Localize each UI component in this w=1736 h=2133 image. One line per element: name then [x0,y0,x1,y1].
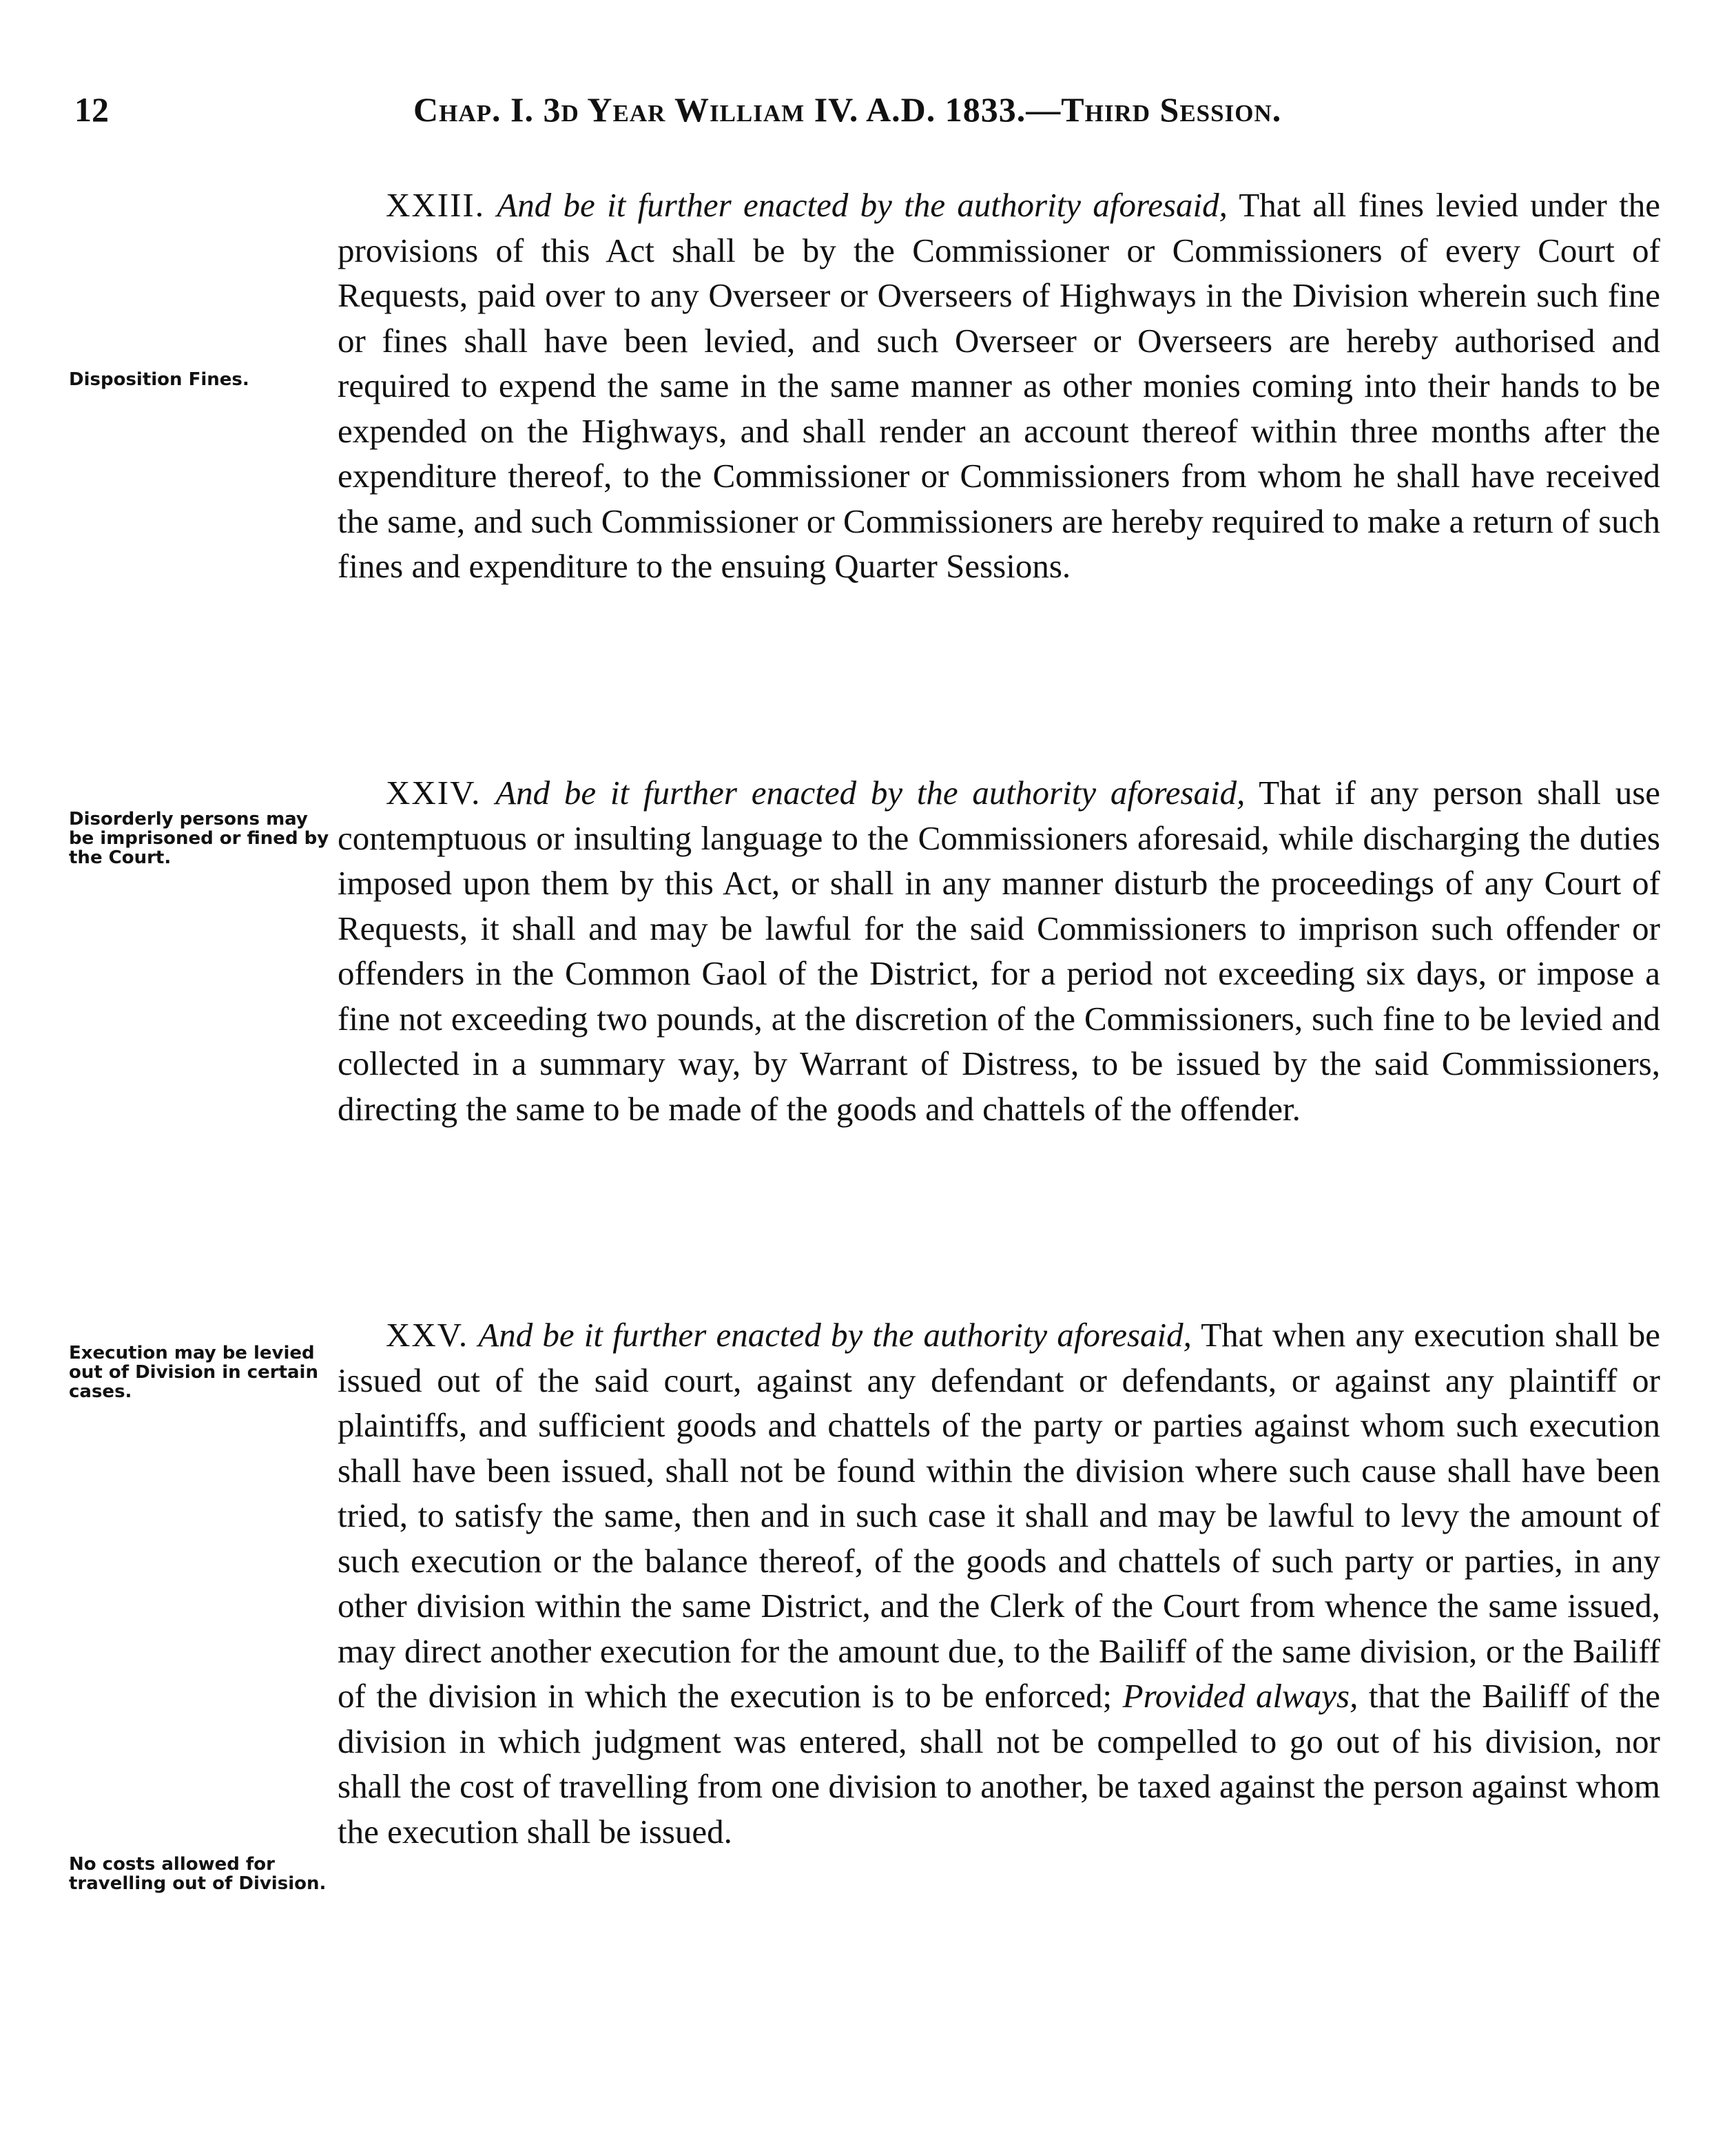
section-body: That when any execution shall be issued out of the said court, against any defendant or defendants, or against any plaintiff or plaintiffs, and sufficient goods and chattels of the party or parties against whom such execution shall have been issued, shall not be found within the division where such cause shall have been tried, to satisfy the same, then and in such case it shall and may be lawful to levy the amount of such execution or the balance thereof, of the goods and chattels of such party or parties, in any other division within the same District, and the Clerk of the Court from whence the same issued, may direct another execution for the amount due, to the Bailiff of the same division, or the Bailiff of the division in which the execution is to be enforced; [338,1316,1661,1715]
running-head: Chap. I. 3d Year William IV. A.D. 1833.—Third Session. [413,90,1282,129]
section-number: XXIV. [386,774,482,812]
section-body: That if any person shall use contemptuous or insulting language to the Commissioners aforesaid, while discharging the duties imposed upon them by this Act, or shall in any manner disturb the proceedings of any Court of Requests, it shall and may be lawful for the said Commissioners to imprison such offender or offenders in the Common Gaol of the District, for a period not exceeding six days, or impose a fine not exceeding two pounds, at the discretion of the Commissioners, such fine to be levied and collected in a summary way, by Warrant of Distress, to be issued by the said Commissioners, directing the same to be made of the goods and chattels of the offender. [338,774,1661,1128]
enacting-clause: And be it further enacted by the authority aforesaid, [495,774,1246,812]
proviso-clause: Provided always, [1122,1677,1358,1715]
sidenote-disorderly-persons: Disorderly persons may be imprisoned or fined by the Court. [69,809,329,868]
sidenote-no-costs: No costs allowed for travelling out of Division. [69,1854,327,1894]
enacting-clause: And be it further enacted by the authority aforesaid, [497,186,1228,224]
section-xxiv [338,770,1660,1131]
section-body-continued: that the Bailiff of the division in which judgment was entered, shall not be compelled to go out of his division, nor shall the cost of travelling from one division to another, be taxed against the person against whom the execution shall be issued. [338,1677,1661,1851]
page-header [0,90,1736,145]
sidenote-disposition-fines: Disposition Fines. [69,369,249,390]
section-number: XXIII. [386,186,485,224]
section-number: XXV. [386,1316,469,1354]
section-xxv [338,1312,1660,1854]
section-paragraph [338,770,1660,1131]
section-paragraph [338,1312,1660,1854]
section-paragraph [338,183,1660,589]
sidenote-execution-levied: Execution may be levied out of Division in certain cases. [69,1343,318,1402]
section-xxiii [338,183,1660,589]
enacting-clause: And be it further enacted by the authority aforesaid, [478,1316,1192,1354]
page-number: 12 [74,90,109,129]
section-body: That all fines levied under the provisions of this Act shall be by the Commissioner or Commissioners of every Court of Requests, paid over to any Overseer or Overseers of Highways in the Division wherein such fine or fines shall have been levied, and such Overseer or Overseers are hereby authorised and required to expend the same in the same manner as other monies coming into their hands to be expended on the Highways, and shall render an account thereof within three months after the expenditure thereof, to the Commissioner or Commissioners from whom he shall have received the same, and such Commissioner or Commissioners are hereby required to make a return of such fines and expenditure to the ensuing Quarter Sessions. [338,186,1661,585]
